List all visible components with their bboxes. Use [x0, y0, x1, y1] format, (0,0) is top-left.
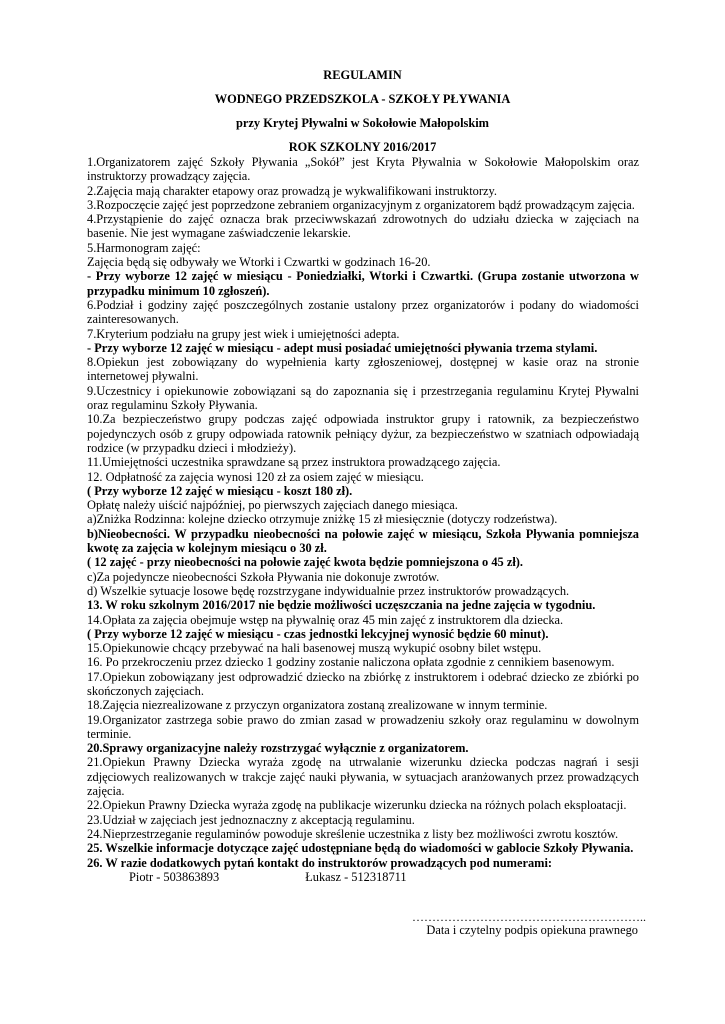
point-text: Po przekroczeniu przez dziecko 1 godziny zostanie naliczona opłata zgodnie z cennikiem basenowym.: [102, 655, 615, 670]
contact-piotr: Piotr - 503863893: [129, 869, 220, 884]
point-text: .Organizatorem zajęć Szkoły Pływania „Sokół” jest Kryta Pływalnia w Sokołowie Małopolskim oraz instruktorzy prowadzący zajęcia.: [87, 155, 639, 184]
document-title: REGULAMIN: [323, 68, 402, 82]
regulation-point: [87, 498, 639, 512]
regulation-point: [87, 341, 639, 355]
point-number: 2: [87, 183, 94, 198]
point-text: .Opiekun zobowiązany jest odprowadzić dziecko na zbiórkę z instruktorem i odebrać dziecko ze zbiórki po skończonych zajęciach.: [87, 669, 639, 698]
point-text: .Zajęcia mają charakter etapowy oraz prowadzą je wykwalifikowani instruktorzy.: [93, 183, 497, 198]
point-text: .Opiekun Prawny Dziecka wyraża zgodę na utrwalanie wizerunku dziecka podczas nagrań i sesji zdjęciowych realizowanych w trakcje zajęć nauki pływania, w sytuacjach aranżowanych przez prowadzących zajęcia.: [87, 755, 639, 799]
regulation-point: [87, 641, 639, 655]
point-text: .Opiekun jest zobowiązany do wypełnienia karty zgłoszeniowej, dostępnej w kasie oraz na stronie internetowej pływalni.: [87, 355, 639, 384]
regulation-point: [87, 512, 639, 526]
signature-label: Data i czytelny podpis opiekuna prawnego: [426, 923, 638, 937]
point-text: ( 12 zajęć - przy nieobecności na połowie zajęć kwota będzie pomniejszona o 45 zł).: [87, 555, 524, 570]
regulation-point: [87, 384, 639, 413]
point-number: 1: [87, 155, 94, 169]
point-number: 11: [87, 455, 99, 470]
point-number: 16.: [87, 655, 103, 670]
point-text: 26. W razie dodatkowych pytań kontakt do instruktorów prowadzących pod numerami:: [87, 855, 553, 870]
point-number: 15: [87, 641, 100, 656]
regulation-point: [87, 698, 639, 712]
regulation-point: [87, 841, 639, 855]
point-number: 7: [87, 326, 94, 341]
regulation-point: [87, 455, 639, 469]
point-text: .Opłata za zajęcia obejmuje wstęp na pływalnię oraz 45 min zajęć z instruktorem dla dziecka.: [99, 612, 564, 627]
document-subtitle: WODNEGO PRZEDSZKOLA - SZKOŁY PŁYWANIA: [214, 92, 511, 106]
point-text: .Uczestnicy i opiekunowie zobowiązani są do zapoznania się i przestrzegania regulaminu Krytej Pływalni oraz regulaminu Szkoły Pływania.: [87, 383, 639, 413]
regulation-point: [87, 327, 639, 341]
point-text: .Podział i godziny zajęć poszczególnych zostanie ustalony przez organizatorów i podany do wiadomości zainteresowanych.: [87, 297, 639, 327]
regulation-point: [87, 827, 639, 841]
point-number: 21: [87, 755, 100, 770]
point-text: .Kryterium podziału na grupy jest wiek i umiejętności adepta.: [93, 326, 400, 341]
regulation-point: [87, 298, 639, 327]
point-number: c): [87, 569, 97, 584]
regulation-point: [87, 555, 639, 569]
point-text: .Umiejętności uczestnika sprawdzane są przez instruktora prowadzącego zajęcia.: [98, 455, 501, 470]
regulation-point: [87, 798, 639, 812]
regulation-point: [87, 212, 639, 241]
point-number: 18: [87, 698, 100, 713]
point-text: .Za bezpieczeństwo grupy podczas zajęć odpowiada instruktor grupy i ratownik, za bezpieczeństwo pojedynczych osób z grupy odpowiada ratownik pełniący dyżur, za bezpieczeństwo w szatniach odpowiadają rodzice (w przypadku dzieci i młodzieży).: [87, 412, 639, 455]
point-text: .Organizator zastrzega sobie prawo do zmian zasad w prowadzeniu szkoły oraz regulaminu w dowolnym terminie.: [87, 712, 639, 741]
regulation-point: [87, 570, 639, 584]
point-number: 22: [87, 798, 100, 813]
point-text: .Opiekun Prawny Dziecka wyraża zgodę na publikacje wizerunku dziecka na różnych polach eksploatacji.: [99, 798, 627, 813]
point-text: 25. Wszelkie informacje dotyczące zajęć udostępniane będą do wiadomości w gablocie Szkoły Pływania.: [87, 841, 634, 856]
point-number: 5: [87, 240, 94, 255]
regulation-point: [87, 713, 639, 742]
regulations-body: [87, 155, 639, 884]
point-text: Za pojedyncze nieobecności Szkoła Pływania nie dokonuje zwrotów.: [96, 569, 440, 584]
point-number: 24: [87, 826, 100, 841]
point-text: .Nieprzestrzeganie regulaminów powoduje skreślenie uczestnika z listy bez możliwości zwrotu kosztów.: [99, 826, 619, 841]
point-text: .Harmonogram zajęć:: [93, 240, 201, 255]
school-year: ROK SZKOLNY 2016/2017: [288, 140, 437, 154]
point-number: 19: [87, 712, 100, 727]
regulation-point: [87, 255, 639, 269]
regulation-point: [87, 598, 639, 612]
regulation-point: [87, 813, 639, 827]
signature-line: …………………………………………………..: [412, 910, 646, 924]
regulation-point: [87, 655, 639, 669]
point-text: Opłatę należy uiścić najpóźniej, po pierwszych zajęciach danego miesiąca.: [87, 498, 458, 513]
regulation-point: [87, 670, 639, 699]
regulation-point: [87, 412, 639, 455]
regulation-points: [87, 155, 639, 870]
point-text: b)Nieobecności. W przypadku nieobecności na połowie zajęć w miesiącu, Szkoła Pływania pomniejsza kwotę za zajęcia w kolejnym miesiącu o 30 zł.: [87, 526, 639, 556]
point-text: - Przy wyborze 12 zajęć w miesiącu - Poniedziałki, Wtorki i Czwartki. (Grupa zostanie utworzona w przypadku minimum 10 zgłoszeń).: [87, 269, 639, 298]
point-text: Zniżka Rodzinna: kolejne dziecko otrzymuje zniżkę 15 zł miesięcznie (dotyczy rodzeństwa).: [96, 512, 558, 527]
regulation-point: [87, 741, 639, 755]
document-location: przy Krytej Pływalni w Sokołowie Małopolskim: [236, 116, 489, 130]
regulation-point: [87, 198, 639, 212]
point-number: 8: [87, 355, 94, 370]
regulation-point: [87, 584, 639, 598]
regulation-point: [87, 527, 639, 556]
point-text: Zajęcia będą się odbywały we Wtorki i Czwartki w godzinach 16-20.: [87, 255, 431, 270]
point-text: .Udział w zajęciach jest jednoznaczny z akceptacją regulaminu.: [99, 812, 415, 827]
instructor-contacts: [87, 870, 639, 884]
point-text: - Przy wyborze 12 zajęć w miesiącu - adept musi posiadać umiejętności pływania trzema stylami.: [87, 340, 598, 355]
contact-lukasz: Łukasz - 512318711: [305, 869, 407, 884]
point-number: 23: [87, 812, 100, 827]
point-number: 14: [87, 612, 100, 627]
point-text: ( Przy wyborze 12 zajęć w miesiącu - koszt 180 zł).: [87, 483, 353, 498]
regulation-point: [87, 484, 639, 498]
regulation-point: [87, 627, 639, 641]
point-text: ( Przy wyborze 12 zajęć w miesiącu - czas jednostki lekcyjnej wynosić będzie 60 minut).: [87, 626, 549, 641]
point-text: 12. Odpłatność za zajęcia wynosi 120 zł za osiem zajęć w miesiącu.: [87, 469, 424, 484]
point-text: .Opiekunowie chcący przebywać na hali basenowej muszą wykupić osobny bilet wstępu.: [99, 641, 542, 656]
regulation-point: [87, 755, 639, 798]
point-text: 13. W roku szkolnym 2016/2017 nie będzie możliwości uczęszczania na jedne zajęcia w tygodniu.: [87, 598, 596, 613]
point-number: 10: [87, 412, 100, 427]
point-number: 17: [87, 669, 100, 684]
regulation-point: [87, 856, 639, 870]
regulation-point: [87, 613, 639, 627]
point-number: a): [87, 512, 97, 527]
regulation-point: [87, 355, 639, 384]
point-text: .Zajęcia niezrealizowane z przyczyn organizatora zostaną zrealizowane w innym terminie.: [99, 698, 548, 713]
point-number: 4: [87, 212, 94, 227]
point-text: .Przystąpienie do zajęć oznacza brak przeciwwskazań zdrowotnych do udziału dziecka w zajęciach na basenie. Nie jest wymagane zaświadczenie lekarskie.: [87, 212, 639, 241]
point-text: Rozpoczęcie zajęć jest poprzedzone zebraniem organizacyjnym z organizatorem bądź prowadzącym zajęcia.: [96, 197, 635, 212]
regulation-point: [87, 269, 639, 298]
regulation-point: [87, 470, 639, 484]
regulation-point: [87, 184, 639, 198]
regulation-point: [87, 241, 639, 255]
regulation-point: [87, 155, 639, 184]
point-text: d) Wszelkie sytuacje losowe będę rozstrzygane indywidualnie przez instruktorów prowadzących.: [87, 583, 570, 598]
point-number: 9: [87, 383, 94, 398]
point-number: 6: [87, 297, 94, 312]
point-text: 20.Sprawy organizacyjne należy rozstrzygać wyłącznie z organizatorem.: [87, 741, 469, 756]
point-number: 3.: [87, 197, 97, 212]
